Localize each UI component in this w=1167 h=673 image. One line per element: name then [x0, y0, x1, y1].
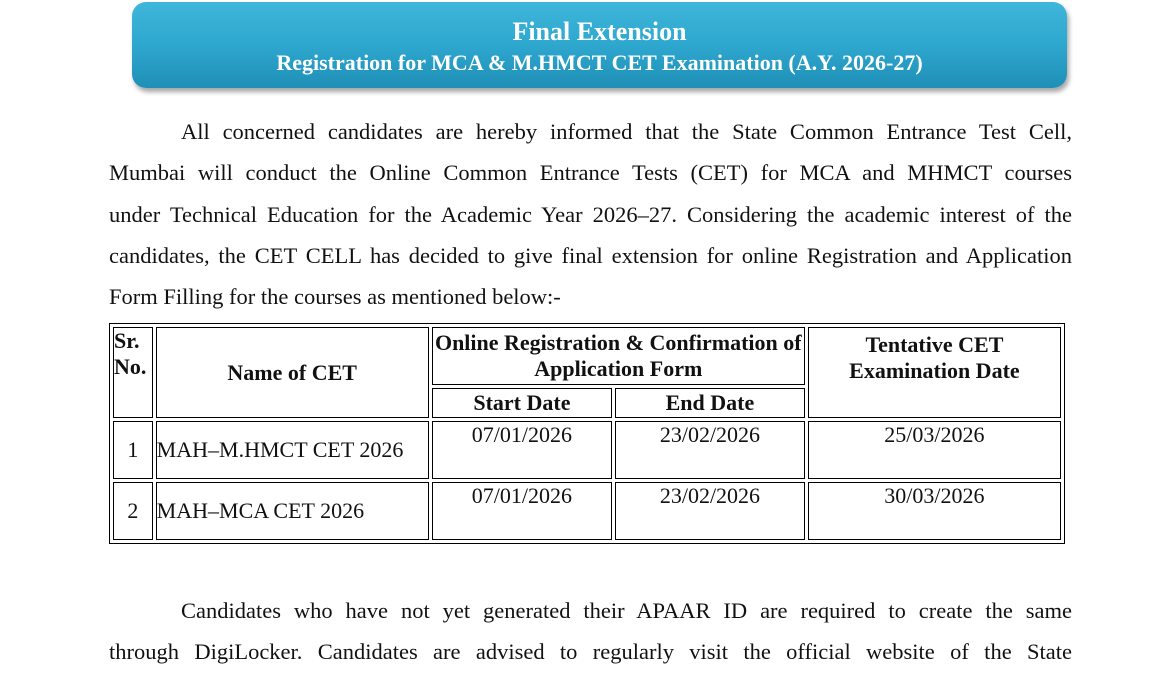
table-row	[113, 421, 1061, 479]
cell-sr: 1	[113, 421, 153, 479]
paragraph-line: Candidates who have not yet generated their APAAR ID are required to create the same	[181, 598, 1072, 623]
header-end-date: End Date	[615, 388, 805, 418]
header-name-of-cet: Name of CET	[156, 327, 429, 418]
cet-schedule-table	[109, 323, 1065, 544]
header-no-text: No.	[114, 354, 147, 379]
paragraph-line: candidates, the CET CELL has decided to give final extension for online Registration and Application	[109, 242, 1072, 268]
cell-end-date: 23/02/2026	[615, 482, 805, 540]
banner-subtitle: Registration for MCA & M.HMCT CET Examination (A.Y. 2026-27)	[276, 50, 923, 75]
header-start-date: Start Date	[432, 388, 612, 418]
cell-end-date: 23/02/2026	[615, 421, 805, 479]
paragraph-line: Mumbai will conduct the Online Common Entrance Tests (CET) for MCA and MHMCT courses	[109, 160, 1072, 186]
title-banner	[132, 2, 1067, 88]
intro-paragraph	[109, 111, 1072, 317]
cell-name: MAH–MCA CET 2026	[156, 482, 429, 540]
cell-start-date: 07/01/2026	[432, 482, 612, 540]
table-row	[113, 482, 1061, 540]
header-exam-date: Tentative CET Examination Date	[808, 327, 1061, 418]
cell-name: MAH–M.HMCT CET 2026	[156, 421, 429, 479]
paragraph-line: Form Filling for the courses as mentioned below:-	[109, 284, 561, 310]
cell-exam-date: 25/03/2026	[808, 421, 1061, 479]
header-sr-text: Sr.	[114, 328, 140, 353]
cell-sr: 2	[113, 482, 153, 540]
paragraph-line: All concerned candidates are hereby informed that the State Common Entrance Test Cell,	[181, 119, 1072, 144]
cell-exam-date: 30/03/2026	[808, 482, 1061, 540]
paragraph-line: through DigiLocker. Candidates are advised to regularly visit the official website of the State	[109, 639, 1072, 665]
apaar-paragraph	[109, 590, 1072, 673]
banner-title: Final Extension	[512, 17, 687, 46]
paragraph-line: under Technical Education for the Academic Year 2026–27. Considering the academic interest of the	[109, 201, 1072, 227]
header-registration: Online Registration & Confirmation of Application Form	[432, 327, 805, 385]
cell-start-date: 07/01/2026	[432, 421, 612, 479]
header-sr-no	[113, 327, 153, 418]
